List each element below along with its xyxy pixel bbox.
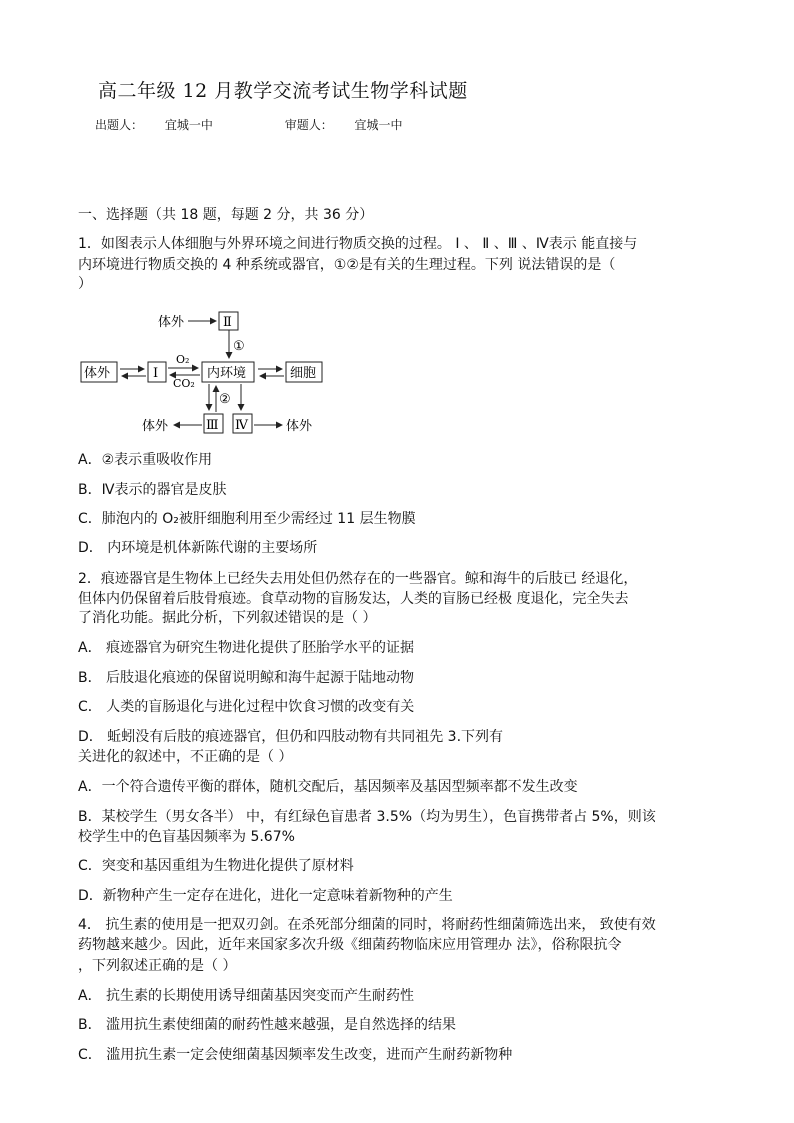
q2-stem-line2: 但体内仍保留着后肢骨痕迹。食草动物的盲肠发达，人类的盲肠已经极 度退化，完全失去 bbox=[78, 591, 629, 607]
q1-stem-line3: ） bbox=[78, 276, 92, 292]
reviewer-label: 审题人： bbox=[284, 118, 333, 132]
cell-label: 细胞 bbox=[290, 366, 317, 381]
q1-option-b: B．Ⅳ表示的器官是皮肤 bbox=[78, 482, 227, 498]
section-heading: 一、选择题（共 18 题，每题 2 分，共 36 分） bbox=[78, 207, 374, 223]
label-III: Ⅲ bbox=[206, 418, 219, 433]
outside-bottom-right-label: 体外 bbox=[286, 419, 313, 434]
q3-option-b-line1: B．某校学生（男女各半） 中，有红绿色盲患者 3.5%（均为男生），色盲携带者占 5%，则该 bbox=[78, 809, 656, 825]
q3-option-b-line2: 校学生中的色盲基因频率为 5.67% bbox=[78, 829, 295, 845]
co2-label: CO₂ bbox=[173, 377, 195, 390]
q3-option-a: A．一个符合遗传平衡的群体，随机交配后，基因频率及基因型频率都不发生改变 bbox=[78, 779, 578, 795]
q4-option-c: C． 滥用抗生素一定会使细菌基因频率发生改变，进而产生耐药新物种 bbox=[78, 1047, 513, 1063]
q2-stem-line3: 了消化功能。据此分析，下列叙述错误的是（ ） bbox=[78, 610, 377, 626]
q2-option-c: C． 人类的盲肠退化与进化过程中饮食习惯的改变有关 bbox=[78, 699, 415, 715]
step2-label: ② bbox=[219, 392, 231, 407]
q2-option-b: B． 后肢退化痕迹的保留说明鲸和海牛起源于陆地动物 bbox=[78, 670, 415, 686]
q4-option-a: A． 抗生素的长期使用诱导细菌基因突变而产生耐药性 bbox=[78, 988, 415, 1004]
env-label: 内环境 bbox=[207, 366, 247, 381]
q3-stem-line1: 关进化的叙述中，不正确的是（ ） bbox=[78, 749, 293, 765]
q2-option-a: A． 痕迹器官为研究生物进化提供了胚胎学水平的证据 bbox=[78, 640, 415, 656]
page-title: 高二年级 12 月教学交流考试生物学科试题 bbox=[98, 80, 468, 102]
q3-option-d: D．新物种产生一定存在进化，进化一定意味着新物种的产生 bbox=[78, 888, 453, 904]
q1-option-d: D． 内环境是机体新陈代谢的主要场所 bbox=[78, 540, 318, 556]
q2-stem-line1: 2．痕迹器官是生物体上已经失去用处但仍然存在的一些器官。鲸和海牛的后肢已 经退化， bbox=[78, 571, 638, 587]
label-IV: Ⅳ bbox=[235, 418, 248, 433]
q2-option-d: D． 蚯蚓没有后肢的痕迹器官，但仍和四肢动物有共同祖先 3.下列有 bbox=[78, 729, 504, 745]
q1-option-a: A．②表示重吸收作用 bbox=[78, 452, 213, 468]
o2-label: O₂ bbox=[176, 353, 190, 366]
q1-stem-line1: 1．如图表示人体细胞与外界环境之间进行物质交换的过程。 Ⅰ 、 Ⅱ 、Ⅲ 、Ⅳ表示 能直接与 bbox=[78, 236, 638, 252]
label-I: Ⅰ bbox=[153, 366, 159, 381]
outside-top-label: 体外 bbox=[158, 315, 185, 330]
q4-stem-line3: ，下列叙述正确的是（ ） bbox=[78, 958, 237, 974]
outside-bottom-left-label: 体外 bbox=[142, 419, 169, 434]
setter-name: 宜城一中 bbox=[164, 118, 213, 132]
q1-stem-line2: 内环境进行物质交换的 4 种系统或器官，①②是有关的生理过程。下列 说法错误的是（ bbox=[78, 257, 616, 273]
q1-option-c: C．肺泡内的 O₂被肝细胞利用至少需经过 11 层生物膜 bbox=[78, 511, 416, 527]
reviewer-name: 宜城一中 bbox=[354, 118, 403, 132]
q4-stem-line2: 药物越来越少。因此，近年来国家多次升级《细菌药物临床应用管理办 法》，俗称限抗令 bbox=[78, 937, 622, 953]
outside-left-label: 体外 bbox=[84, 366, 111, 381]
step1-label: ① bbox=[233, 339, 245, 354]
q3-option-c: C．突变和基因重组为生物进化提供了原材料 bbox=[78, 858, 354, 874]
label-II: Ⅱ bbox=[223, 315, 232, 330]
exchange-diagram bbox=[76, 306, 336, 438]
setter-label: 出题人： bbox=[95, 118, 144, 132]
q4-option-b: B． 滥用抗生素使细菌的耐药性越来越强，是自然选择的结果 bbox=[78, 1017, 457, 1033]
q4-stem-line1: 4． 抗生素的使用是一把双刃剑。在杀死部分细菌的同时，将耐药性细菌筛选出来， 致使有效 bbox=[78, 917, 656, 933]
authors-line bbox=[95, 116, 403, 133]
